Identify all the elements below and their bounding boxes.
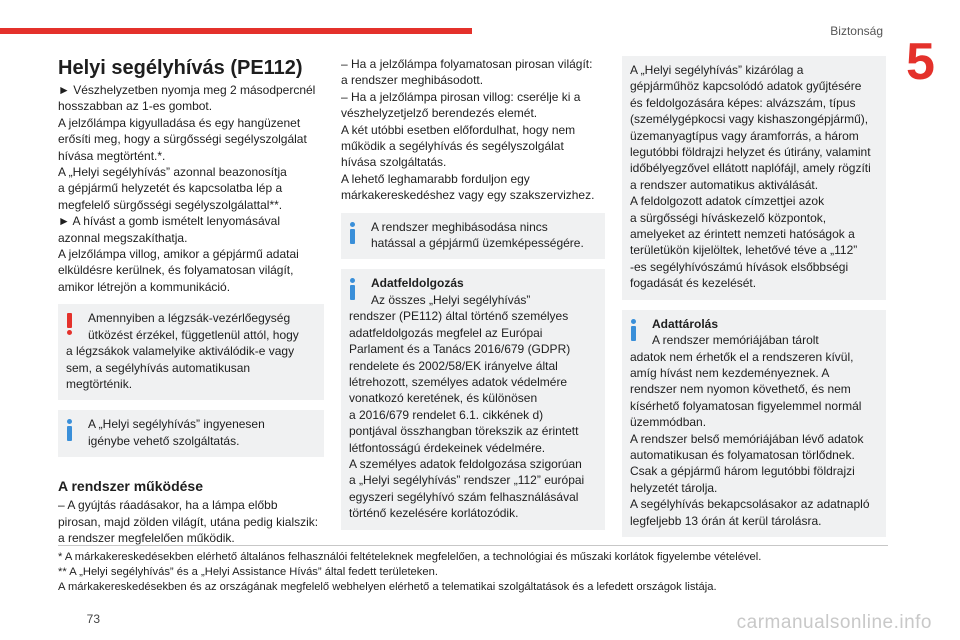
- text-line: történő kezelésére korlátozódik.: [349, 506, 519, 521]
- warning-icon: [66, 313, 73, 335]
- top-red-bar: [0, 28, 472, 34]
- text-line: A feldolgozott adatok címzettjei azok: [630, 194, 825, 209]
- info-icon: [630, 319, 637, 341]
- text-line: A segélyhívás bekapcsolásakor az adatnapló: [630, 497, 870, 512]
- text-line: – A gyújtás ráadásakor, ha a lámpa előbb: [58, 498, 278, 513]
- text-line: legutóbbi földrajzi helyzet és útirány, valamint: [630, 145, 871, 160]
- watermark: carmanualsonline.info: [736, 612, 932, 633]
- info-icon: [349, 278, 356, 300]
- text-line: pontjával összhangban törekszik az érintett: [349, 424, 579, 439]
- text-line: egyszeri segélyhívó szám felhasználásával: [349, 489, 579, 504]
- text-line: kísérhető folyamatosan figyelemmel normál: [630, 398, 862, 413]
- text-line: amelyeket az érintett nemzeti hatóságok a: [630, 227, 855, 242]
- text-line: – Ha a jelzőlámpa pirosan villog: cserélje ki a: [341, 89, 581, 104]
- section-text: [58, 497, 324, 546]
- text-line: a rendszer automatikus aktiválását.: [630, 177, 819, 192]
- footnote: ** A „Helyi segélyhívás” és a „Helyi Assistance Hívás” által fedett területeken.: [58, 566, 438, 579]
- text-line: pirosan, majd zölden világít, utána pedig kialszik:: [58, 514, 319, 529]
- box-title: Adatfeldolgozás: [371, 276, 464, 291]
- info-icon: [349, 222, 356, 244]
- text-line: a rendszer megfelelően működik.: [58, 530, 235, 545]
- intro-text: [58, 82, 324, 295]
- text-line: adatfeldolgozás megfelel az Európai: [349, 325, 543, 340]
- text-line: vonatkozó keretének, és különösen: [349, 391, 538, 406]
- text-line: időbélyegzővel ellátott naplófájl, amely rögzíti: [630, 161, 871, 176]
- text-line: amíg hívást nem kezdeményeznek. A: [630, 365, 830, 380]
- text-line: üzemmódban.: [630, 415, 707, 430]
- text-line: adatok nem érhetők el a rendszeren kívül,: [630, 349, 854, 364]
- text-line: a rendszer meghibásodott.: [341, 73, 484, 88]
- text-line: fogadását és kezelését.: [630, 276, 757, 291]
- text-line: vészhelyzetjelző berendezés elemét.: [341, 106, 538, 121]
- text-line: a légzsákok valamelyike aktiválódik-e vagy: [66, 344, 295, 359]
- text-line: A jelzőlámpa villog, amikor a gépjármű adatai: [58, 247, 299, 262]
- text-line: rendszer nem nyomon követhető, és nem: [630, 382, 851, 397]
- text-line: A „Helyi segélyhívás” azonnal beazonosítja: [58, 165, 287, 180]
- text-line: hívása szolgáltatás.: [341, 155, 447, 170]
- text-line: Parlament és a Tanács 2016/679 (GDPR): [349, 342, 571, 357]
- section-title: A rendszer működése: [58, 478, 203, 495]
- text-line: a gépjármű helyzetét és kapcsolatba lép a: [58, 181, 283, 196]
- text-line: megfelelő sürgősségi segélyszolgálattal**.: [58, 197, 283, 212]
- text-line: a 2016/679 rendelet 6.1. cikkének d): [349, 407, 544, 422]
- page-number: 73: [86, 612, 100, 626]
- text-line: a „Helyi segélyhívás” rendszer „112” európai: [349, 473, 585, 488]
- text-line: automatikusan és folyamatosan törlődnek.: [630, 447, 855, 462]
- text-line: ► A hívást a gomb ismételt lenyomásával: [58, 214, 280, 229]
- chapter-number: 5: [906, 33, 935, 91]
- text-line: Amennyiben a légzsák-vezérlőegység: [88, 311, 291, 326]
- text-line: létrehozott, személyes adatok védelmére: [349, 374, 568, 389]
- text-line: -es segélyhívószámú hívások elsőbbségi: [630, 259, 849, 274]
- text-line: Csak a gépjármű három legutóbbi földrajzi: [630, 464, 855, 479]
- text-line: hatással a gépjármű üzemképességére.: [371, 236, 584, 251]
- text-line: hosszabban az 1-es gombot.: [58, 99, 213, 114]
- text-line: ütközést érzékel, függetlenül attól, hogy: [88, 327, 299, 342]
- text-line: Az összes „Helyi segélyhívás”: [371, 292, 531, 307]
- text-line: azonnal megszakíthatja.: [58, 230, 188, 245]
- text-line: A rendszer memóriájában tárolt: [652, 333, 819, 348]
- text-line: A lehető leghamarabb forduljon egy: [341, 171, 530, 186]
- page-title: Helyi segélyhívás (PE112): [58, 57, 303, 79]
- text-line: A „Helyi segélyhívás” kizárólag a: [630, 63, 804, 77]
- info-icon: [66, 419, 73, 441]
- text-line: működik a segélyhívás és segélyszolgálat: [341, 139, 564, 154]
- text-line: legfeljebb 13 órán át kerül tárolásra.: [630, 513, 822, 528]
- text-line: igénybe vehető szolgáltatás.: [88, 433, 240, 448]
- text-line: A két utóbbi esetben előfordulhat, hogy nem: [341, 122, 576, 137]
- text-line: helyzetét tárolja.: [630, 480, 718, 495]
- text-line: gépjárműhöz kapcsolódó adatok gyűjtésére: [630, 79, 862, 94]
- text-line: megtörténik.: [66, 376, 133, 391]
- text-line: A rendszer meghibásodása nincs: [371, 219, 548, 234]
- text-line: a sürgősségi híváskezelő központok,: [630, 210, 827, 225]
- running-head: Biztonság: [830, 24, 883, 38]
- info-box-data-storage: [622, 310, 886, 537]
- info-box-malfunction: [341, 213, 605, 260]
- text-line: A személyes adatok feldolgozása szigorúan: [349, 456, 582, 471]
- text-line: rendszer (PE112) által történő személyes: [349, 309, 569, 324]
- text-line: és feldolgozására képes: alvázszám, típus: [630, 95, 856, 110]
- text-line: – Ha a jelzőlámpa folyamatosan pirosan világít:: [341, 57, 593, 71]
- column-3: [622, 56, 886, 537]
- text-line: amikor létrejön a kommunikáció.: [58, 279, 231, 294]
- text-line: ► Vészhelyzetben nyomja meg 2 másodpercnél: [58, 83, 316, 97]
- text-line: sem, a segélyhívás automatikusan: [66, 360, 251, 375]
- info-box-free-service: [58, 410, 324, 457]
- data-scope-box: [622, 56, 886, 300]
- text-line: márkakereskedéshez vagy egy szakszervizhez.: [341, 188, 595, 203]
- text-line: (személygépkocsi vagy kishaszongépjármű),: [630, 112, 869, 127]
- text-line: területükön kijelöltek, lehetővé téve a „112”: [630, 243, 858, 258]
- text-line: erősíti meg, hogy a sürgősségi segélyszolgálat: [58, 132, 307, 147]
- warning-box: [58, 304, 324, 400]
- text-line: üzemanyagtípus vagy áramforrás, a három: [630, 128, 859, 143]
- text-line: elküldésre kerülnek, és folyamatosan világít,: [58, 263, 294, 278]
- text-line: létfontosságú érdekeinek védelmére.: [349, 440, 546, 455]
- footnote: * A márkakereskedésekben elérhető általános felhasználói feltételeknek megfelelően, a technológiai és műszaki korlátok figyelembe vételével.: [58, 551, 762, 563]
- text-line: hívása megtörtént.*.: [58, 148, 166, 163]
- info-box-data-processing: [341, 269, 605, 529]
- text-line: A rendszer belső memóriájában lévő adatok: [630, 431, 864, 446]
- text-line: A jelzőlámpa kigyulladása és egy hangüzenet: [58, 115, 301, 130]
- text-line: A „Helyi segélyhívás” ingyenesen: [88, 417, 265, 432]
- footnotes: [58, 545, 888, 596]
- column-1: [58, 56, 324, 546]
- box-title: Adattárolás: [652, 316, 719, 331]
- column-2: [341, 56, 605, 530]
- status-text: [341, 56, 605, 204]
- text-line: rendelete és 2002/58/EK irányelve által: [349, 358, 558, 373]
- footnote: A márkakereskedésekben és az országának megfelelő webhelyen elérhető a telematikai szolgáltatások és a lefedett országok listája.: [58, 581, 717, 594]
